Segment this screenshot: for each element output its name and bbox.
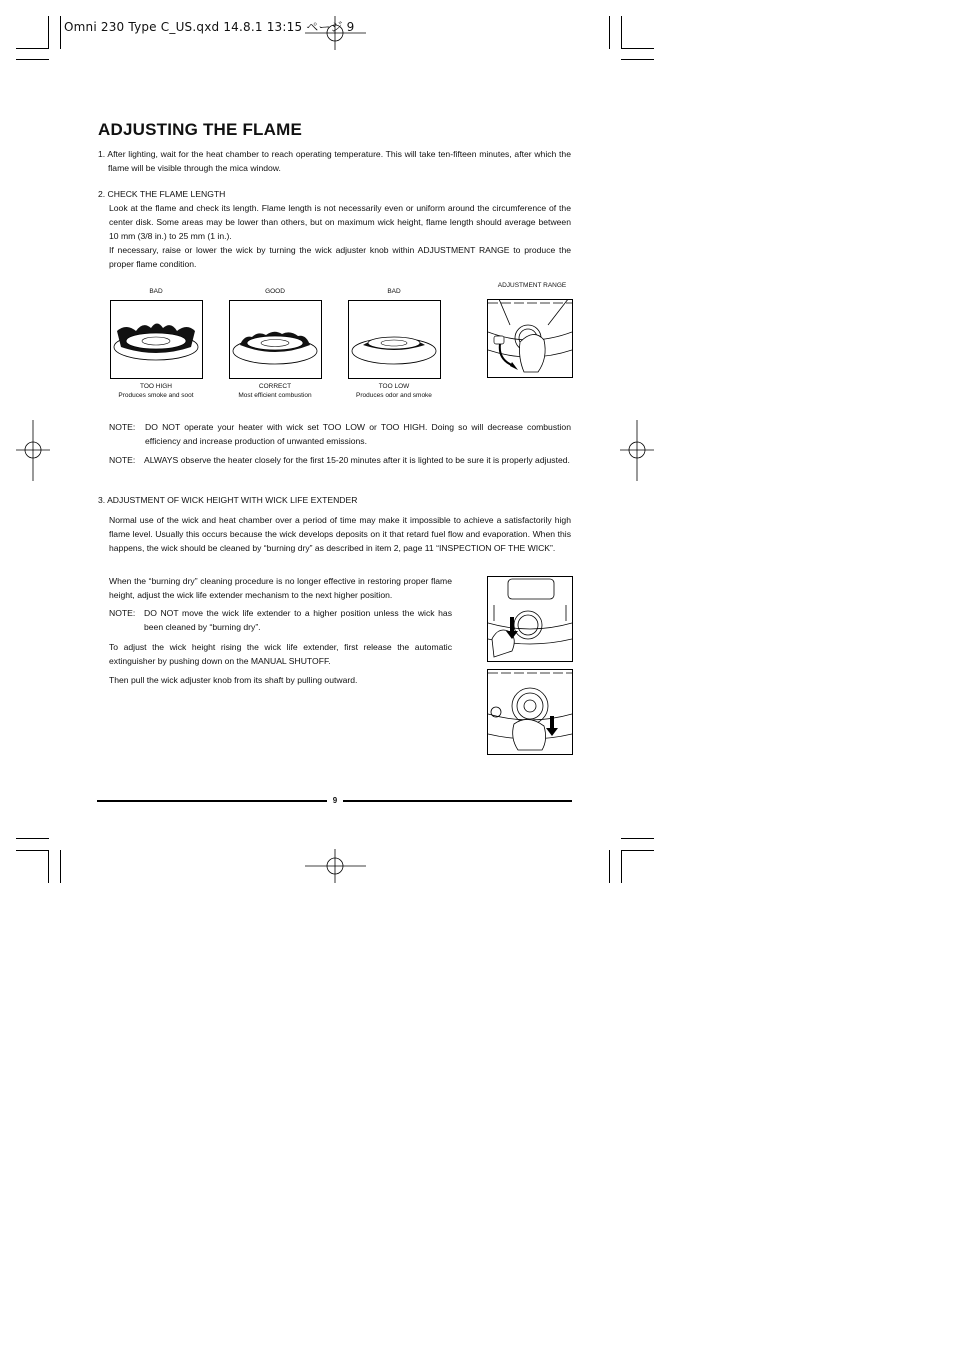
flame-label: GOOD: [265, 288, 285, 295]
note-label: NOTE:: [109, 455, 136, 465]
step3-heading: 3. ADJUSTMENT OF WICK HEIGHT WITH WICK LIFE EXTENDER: [98, 495, 358, 505]
footer-rule: [343, 800, 572, 802]
step3-paragraph: When the “burning dry” cleaning procedure is no longer effective in restoring proper flame height, adjust the wick life extender mechanism to the next higher position.: [109, 576, 452, 600]
adjustment-range-figure: [487, 299, 573, 378]
flame-too-high-figure: [110, 300, 203, 379]
flame-label: BAD: [149, 288, 163, 295]
note-label: NOTE:: [109, 422, 136, 432]
manual-shutoff-figure: [487, 576, 573, 662]
footer-rule: [97, 800, 327, 802]
note-text: ALWAYS observe the heater closely for the first 15-20 minutes after it is lighted to be sure it is properly adjusted.: [144, 455, 570, 465]
note-text: DO NOT move the wick life extender to a higher position unless the wick has been cleaned by “burning dry”.: [144, 608, 452, 632]
note-label: NOTE:: [109, 608, 136, 618]
wick-knob-figure: [487, 669, 573, 755]
step1-text: 1. After lighting, wait for the heat chamber to reach operating temperature. This will take ten-fifteen minutes, after which the flame will be visible through the mica window.: [98, 149, 571, 173]
step3-paragraph: To adjust the wick height rising the wick life extender, first release the automatic extinguisher by pushing down on the MANUAL SHUTOFF.: [109, 642, 452, 666]
flame-caption: CORRECT Most efficient combustion: [238, 383, 312, 399]
note-text: DO NOT operate your heater with wick set TOO LOW or TOO HIGH. Doing so will decrease combustion efficiency and increase production of unwanted emissions.: [145, 422, 571, 446]
file-slug: Omni 230 Type C_US.qxd 14.8.1 13:15 ページ 9: [64, 20, 355, 34]
adjustment-range-label: ADJUSTMENT RANGE: [497, 282, 567, 289]
flame-caption: TOO LOW Produces odor and smoke: [356, 383, 432, 399]
flame-label: BAD: [387, 288, 401, 295]
step2-heading: 2. CHECK THE FLAME LENGTH: [98, 189, 226, 199]
page-title: ADJUSTING THE FLAME: [98, 120, 303, 139]
flame-too-low-figure: [348, 300, 441, 379]
step3-paragraph: Then pull the wick adjuster knob from its shaft by pulling outward.: [109, 675, 358, 685]
flame-correct-figure: [229, 300, 322, 379]
page-number: 9: [332, 796, 338, 805]
step2-paragraph: If necessary, raise or lower the wick by turning the wick adjuster knob within ADJUSTMENT RANGE to produce the proper flame condition.: [109, 245, 571, 269]
step2-paragraph: Look at the flame and check its length. Flame length is not necessarily even or uniform around the circumference of the center disk. Some areas may be lower than others, but on maximum wick height, flame length should average between 10 mm (3/8 in.) to 25 mm (1 in.).: [109, 203, 571, 241]
flame-caption: TOO HIGH Produces smoke and soot: [118, 383, 194, 399]
step3-paragraph: Normal use of the wick and heat chamber over a period of time may make it impossible to achieve a satisfactorily high flame level. Usually this occurs because the wick develops deposits on it that retard fuel flow and evaporation. When this happens, the wick should be cleaned by “burning dry” as described in item 2, page 11 “INSPECTION OF THE WICK”.: [109, 515, 571, 553]
